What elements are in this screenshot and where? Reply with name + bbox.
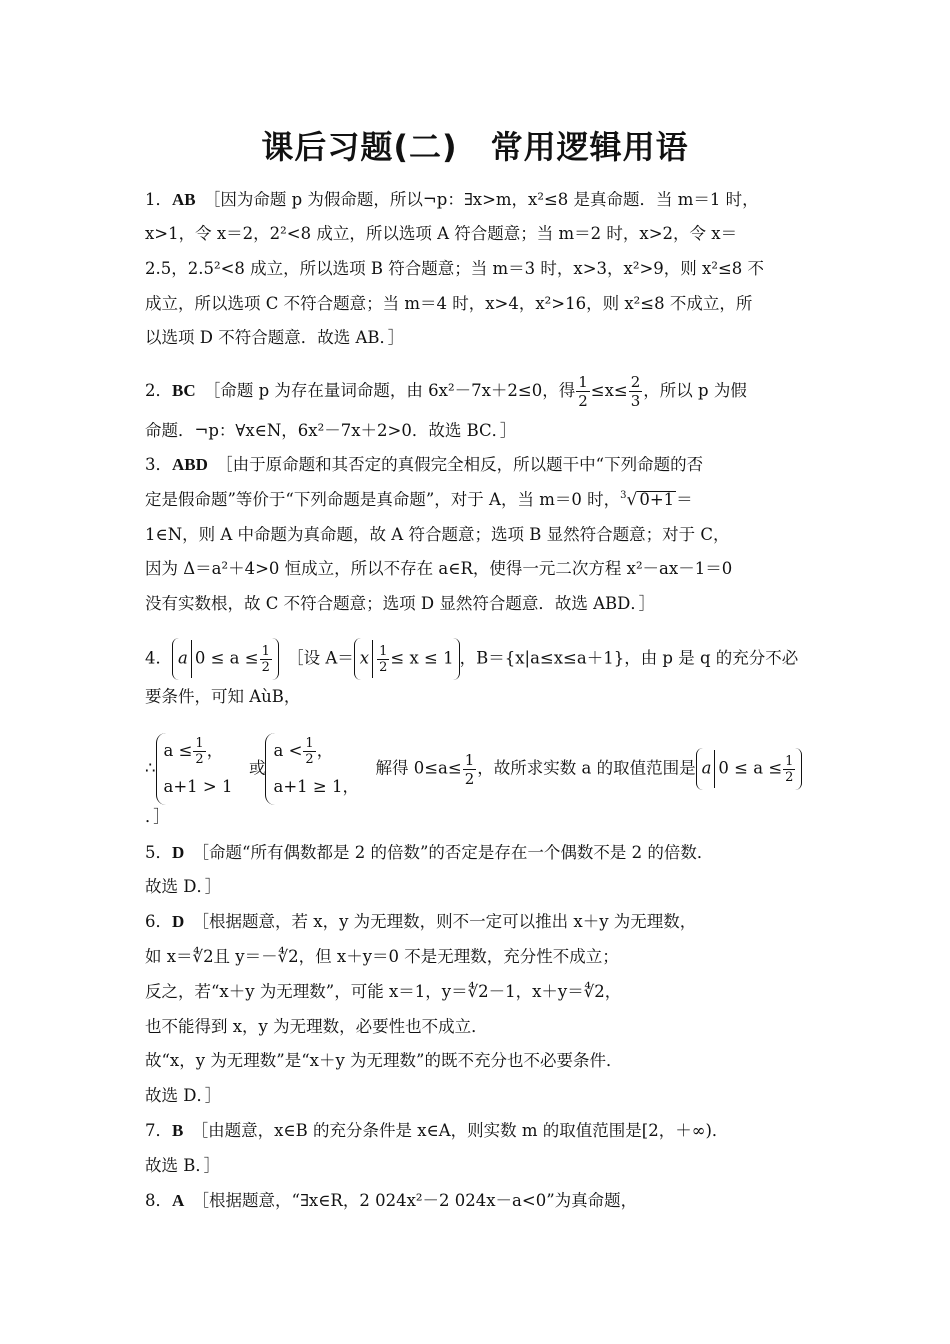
set-bar — [191, 640, 192, 678]
q5-number: 5． — [145, 843, 172, 862]
q4-text-3a: 解得 0≤a≤ — [375, 758, 462, 778]
set-bar — [372, 640, 373, 678]
q3-text-2b: ＝ — [676, 490, 693, 509]
fraction-denominator: 2 — [379, 659, 388, 675]
row-fraction — [193, 736, 205, 767]
q2-number: 2． — [145, 381, 172, 400]
q4-number: 4． — [145, 648, 172, 668]
fraction-denominator: 2 — [464, 769, 475, 788]
fraction-numerator: 1 — [195, 736, 204, 751]
q6-number: 6． — [145, 912, 172, 931]
q8-line-1 — [145, 1191, 637, 1211]
q6-line-4: 也不能得到 x，y 为无理数，必要性也不成立． — [145, 1017, 488, 1036]
or-word: 或 — [248, 758, 266, 778]
fraction-denominator: 3 — [630, 392, 641, 410]
inequality-system-2 — [265, 733, 358, 805]
system-row: a+1 ≥ 1， — [273, 777, 359, 796]
q1-line-1 — [145, 190, 759, 210]
q7-text-1: ［由题意，x∈B 的充分条件是 x∈A，则实数 m 的取值范围是[2，＋∞)． — [199, 1121, 729, 1140]
q3-text-1: ［由于原命题和其否定的真假完全相反，所以题干中“下列命题的否 — [224, 455, 704, 474]
set-bar — [714, 750, 715, 788]
q2-fraction-one-half — [576, 373, 590, 410]
page-title: 课后习题(二) 常用逻辑用语 — [261, 128, 689, 166]
set-fraction — [377, 644, 389, 675]
q1-line-4: 成立，所以选项 C 不符合题意；当 m＝4 时，x>4，x²>16，则 x²≤8 不成立，所 — [145, 294, 753, 313]
q6-line-5: 故“x，y 为无理数”是“x＋y 为无理数”的既不充分也不必要条件． — [145, 1051, 623, 1070]
q5-text-1: ［命题“所有偶数都是 2 的倍数”的否定是存在一个偶数不是 2 的倍数． — [200, 843, 714, 862]
q4-line-2: 要条件，可知 AùB， — [145, 687, 301, 706]
inequality-system-1 — [156, 733, 233, 805]
q3-line-2 — [145, 490, 693, 510]
q7-line-1 — [145, 1121, 728, 1141]
fraction-denominator: 2 — [785, 769, 794, 785]
fraction-numerator: 1 — [305, 736, 314, 751]
q7-line-2: 故选 B．］ — [145, 1156, 221, 1175]
set-fraction — [260, 644, 272, 675]
q6-line-3: 反之，若“x＋y 为无理数”，可能 x＝1，y＝∜2－1，x＋y＝∜2， — [145, 982, 622, 1001]
q2-fraction-two-thirds — [629, 373, 643, 410]
q4-range-set — [696, 748, 803, 790]
set-variable: a — [701, 758, 712, 778]
q3-line-3: 1∈N，则 A 中命题为真命题，故 A 符合题意；选项 B 显然符合题意；对于 C， — [145, 525, 730, 544]
q3-answer: ABD — [172, 455, 208, 474]
set-condition: 0 ≤ a ≤ — [194, 648, 259, 668]
fraction-denominator: 2 — [305, 752, 314, 767]
q1-number: 1． — [145, 190, 172, 209]
q2-text-1a: ［命题 p 为存在量词命题，由 6x²－7x＋2≤0，得 — [212, 381, 576, 400]
q1-line-5: 以选项 D 不符合题意．故选 AB．］ — [145, 328, 405, 347]
fraction-denominator: 2 — [195, 752, 204, 767]
system-row: a ≤ $\frac{1}{2}$ ， — [163, 736, 224, 767]
q3-number: 3． — [145, 455, 172, 474]
q4-line-1 — [145, 638, 798, 680]
set-variable: a — [178, 648, 188, 668]
q2-line-2: 命题．¬p：∀x∈N，6x²－7x＋2>0．故选 BC．］ — [145, 421, 517, 440]
q7-answer: B — [172, 1121, 184, 1140]
q8-text-1: ［根据题意，“∃x∈R，2 024x²－2 024x－a<0”为真命题， — [200, 1191, 638, 1210]
therefore-symbol: ∴ — [145, 758, 156, 778]
q3-text-2a: 定是假命题”等价于“下列命题是真命题”，对于 A，当 m＝0 时， — [145, 490, 621, 509]
q4-text-1b: ，B＝{x|a≤x≤a＋1}，由 p 是 q 的充分不必 — [459, 648, 799, 668]
row-fraction — [303, 736, 315, 767]
q4-answer-set — [172, 638, 279, 680]
q2-line-1 — [145, 373, 747, 410]
q2-text-1c: ，所以 p 为假 — [643, 381, 747, 400]
fraction-numerator: 1 — [578, 373, 588, 391]
q1-line-3: 2.5，2.5²<8 成立，所以选项 B 符合题意；当 m＝3 时，x>3，x²>9，则 x²≤8 不 — [145, 259, 765, 278]
set-variable: x — [359, 648, 370, 668]
set-condition: ≤ x ≤ 1 — [390, 648, 454, 668]
fraction-denominator: 2 — [578, 392, 588, 410]
fraction-numerator: 2 — [630, 373, 641, 391]
q1-text-1: ［因为命题 p 为假命题，所以¬p：∃x>m，x²≤8 是真命题．当 m＝1 时， — [212, 190, 759, 209]
radical-sign-icon: √ — [626, 490, 638, 510]
q4-line-4: ．］ — [145, 807, 170, 826]
fraction-denominator: 2 — [261, 659, 270, 675]
q6-line-2: 如 x＝∜2且 y＝－∜2，但 x＋y＝0 不是无理数，充分性不成立； — [145, 947, 619, 966]
q6-line-6: 故选 D．］ — [145, 1086, 222, 1105]
fraction-numerator: 1 — [261, 643, 270, 659]
q4-text-3b: ，故所求实数 a 的取值范围是 — [477, 758, 696, 778]
q8-answer: A — [172, 1191, 185, 1210]
q2-answer: BC — [172, 381, 196, 400]
q6-text-1: ［根据题意，若 x，y 为无理数，则不一定可以推出 x＋y 为无理数， — [200, 912, 697, 931]
q1-answer: AB — [172, 190, 196, 209]
q4-text-1a: ［设 A＝ — [295, 648, 354, 668]
q4-fraction — [463, 751, 477, 788]
q5-answer: D — [172, 843, 185, 862]
q3-line-4: 因为 Δ＝a²＋4>0 恒成立，所以不存在 a∈R，使得一元二次方程 x²－ax－1＝0 — [145, 559, 733, 578]
q8-number: 8． — [145, 1191, 172, 1210]
q5-line-2: 故选 D．］ — [145, 877, 222, 896]
q4-line-3 — [145, 733, 802, 805]
q3-line-1 — [145, 455, 703, 475]
fraction-numerator: 1 — [464, 750, 475, 769]
system-row: a+1 > 1 — [163, 777, 233, 796]
q1-line-2: x>1，令 x＝2，2²<8 成立，所以选项 A 符合题意；当 m＝2 时，x>2，令 x＝ — [145, 224, 738, 243]
radicand: 0+1 — [639, 490, 675, 509]
set-fraction — [783, 754, 795, 785]
set-a — [354, 638, 460, 680]
q2-text-1b: ≤x≤ — [590, 381, 628, 400]
q7-number: 7． — [145, 1121, 172, 1140]
q5-line-1 — [145, 843, 713, 863]
fraction-numerator: 1 — [785, 753, 794, 769]
set-condition: 0 ≤ a ≤ — [718, 758, 783, 778]
fraction-numerator: 1 — [379, 643, 388, 659]
q6-line-1 — [145, 912, 696, 932]
root-index: 3 — [620, 490, 627, 501]
q3-line-5: 没有实数根，故 C 不符合题意；选项 D 显然符合题意．故选 ABD．］ — [145, 594, 656, 613]
q6-answer: D — [172, 912, 185, 931]
system-row: a < $\frac{1}{2}$ ， — [273, 736, 334, 767]
